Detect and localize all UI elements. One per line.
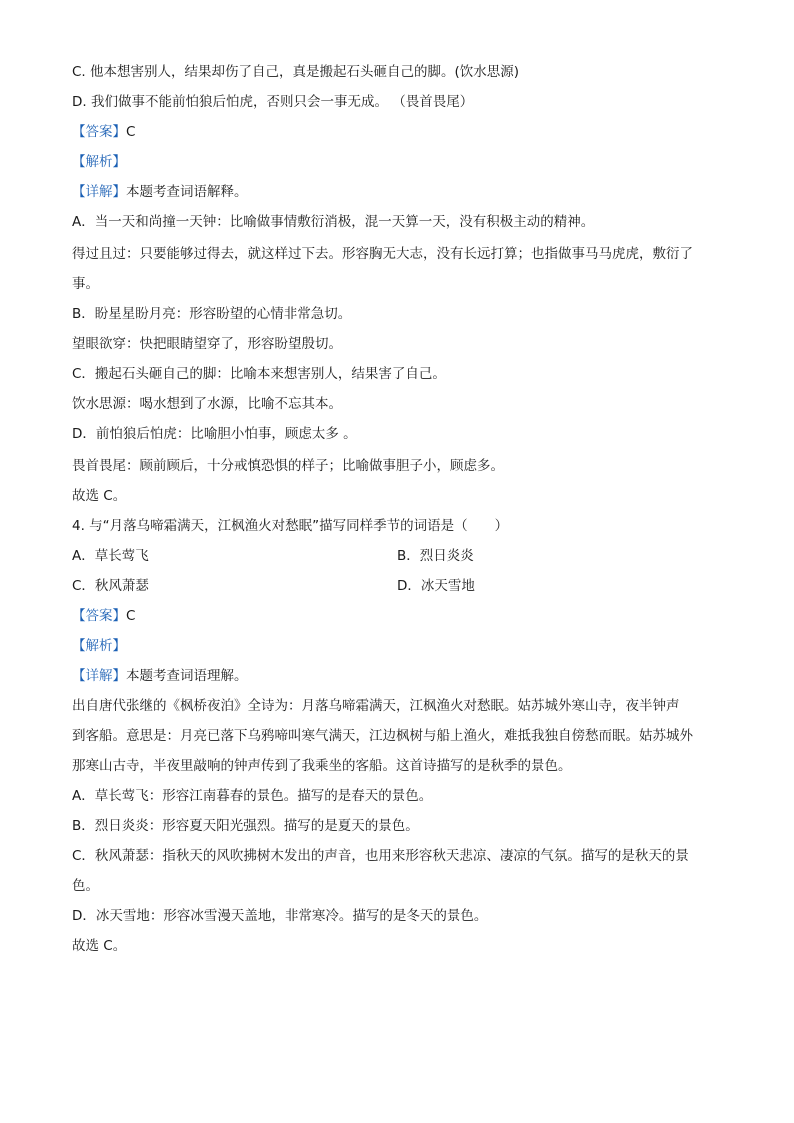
answer-tag: 【答案】 bbox=[72, 608, 126, 624]
q4-poem-line-1: 出自唐代张继的《枫桥夜泊》全诗为：月落乌啼霜满天，江枫渔火对愁眠。姑苏城外寒山寺，夜半钟声 bbox=[72, 698, 680, 714]
q3-line-c-def: 饮水思源：喝水想到了水源，比喻不忘其本。 bbox=[72, 396, 342, 412]
document-page bbox=[72, 62, 724, 956]
q3-line-a: A．当一天和尚撞一天钟：比喻做事情敷衍消极，混一天算一天，没有积极主动的精神。 bbox=[72, 214, 595, 230]
q4-line-b: B．烈日炎炎：形容夏天阳光强烈。描写的是夏天的景色。 bbox=[72, 818, 419, 834]
q4-line-c: C．秋风萧瑟：指秋天的风吹拂树木发出的声音，也用来形容秋天悲凉、凄凉的气氛。描写的是秋天的景 bbox=[72, 848, 689, 864]
q3-line-b: B．盼星星盼月亮：形容盼望的心情非常急切。 bbox=[72, 306, 352, 322]
q3-line-d: D．前怕狼后怕虎：比喻胆小怕事，顾虑太多 。 bbox=[72, 426, 357, 442]
answer-tag: 【答案】 bbox=[72, 124, 126, 140]
detail-tag: 【详解】 bbox=[72, 184, 126, 200]
q4-poem-line-2: 到客船。意思是：月亮已落下乌鸦啼叫寒气满天，江边枫树与船上渔火，难抵我独自傍愁而眠。姑苏城外 bbox=[72, 728, 693, 744]
detail-tag: 【详解】 bbox=[72, 668, 126, 684]
q3-line-c: C．搬起石头砸自己的脚：比喻本来想害别人，结果害了自己。 bbox=[72, 366, 446, 382]
q4-poem-line-3: 那寒山古寺，半夜里敲响的钟声传到了我乘坐的客船。这首诗描写的是秋季的景色。 bbox=[72, 758, 572, 774]
q4-option-c: C．秋风萧瑟 bbox=[72, 578, 149, 594]
q3-conclusion: 故选 C。 bbox=[72, 488, 127, 504]
q4-analysis-tag: 【解析】 bbox=[72, 638, 126, 654]
q3-answer bbox=[72, 122, 724, 142]
q3-analysis-tag: 【解析】 bbox=[72, 154, 126, 170]
q4-option-a: A．草长莺飞 bbox=[72, 548, 149, 564]
q4-conclusion: 故选 C。 bbox=[72, 938, 127, 954]
q3-detail bbox=[72, 182, 724, 202]
q3-line-a-def: 得过且过：只要能够过得去，就这样过下去。形容胸无大志，没有长远打算；也指做事马马虎虎，敷衍了 bbox=[72, 246, 693, 262]
q4-options-row-1 bbox=[72, 546, 724, 566]
q4-options-row-2 bbox=[72, 576, 724, 596]
q3-option-d: D. 我们做事不能前怕狼后怕虎，否则只会一事无成。 （畏首畏尾） bbox=[72, 94, 474, 110]
q4-option-d: D．冰天雪地 bbox=[397, 578, 475, 594]
q4-answer bbox=[72, 606, 724, 626]
q3-line-b-def: 望眼欲穿：快把眼睛望穿了，形容盼望殷切。 bbox=[72, 336, 342, 352]
detail-text: 本题考查词语解释。 bbox=[126, 184, 248, 200]
detail-text: 本题考查词语理解。 bbox=[126, 668, 248, 684]
q4-detail bbox=[72, 666, 724, 686]
q4-stem: 4. 与“月落乌啼霜满天，江枫渔火对愁眠”描写同样季节的词语是（ ） bbox=[72, 518, 509, 534]
q4-line-a: A．草长莺飞：形容江南暮春的景色。描写的是春天的景色。 bbox=[72, 788, 433, 804]
q3-line-a-def-cont: 事。 bbox=[72, 276, 99, 292]
q3-line-d-def: 畏首畏尾：顾前顾后，十分戒慎恐惧的样子；比喻做事胆子小，顾虑多。 bbox=[72, 458, 504, 474]
q4-option-b: B．烈日炎炎 bbox=[397, 548, 474, 564]
q4-line-c-cont: 色。 bbox=[72, 878, 99, 894]
answer-value: C bbox=[126, 608, 136, 624]
answer-value: C bbox=[126, 124, 136, 140]
q3-option-c: C. 他本想害别人，结果却伤了自己，真是搬起石头砸自己的脚。(饮水思源) bbox=[72, 64, 520, 80]
q4-line-d: D．冰天雪地：形容冰雪漫天盖地，非常寒冷。描写的是冬天的景色。 bbox=[72, 908, 488, 924]
